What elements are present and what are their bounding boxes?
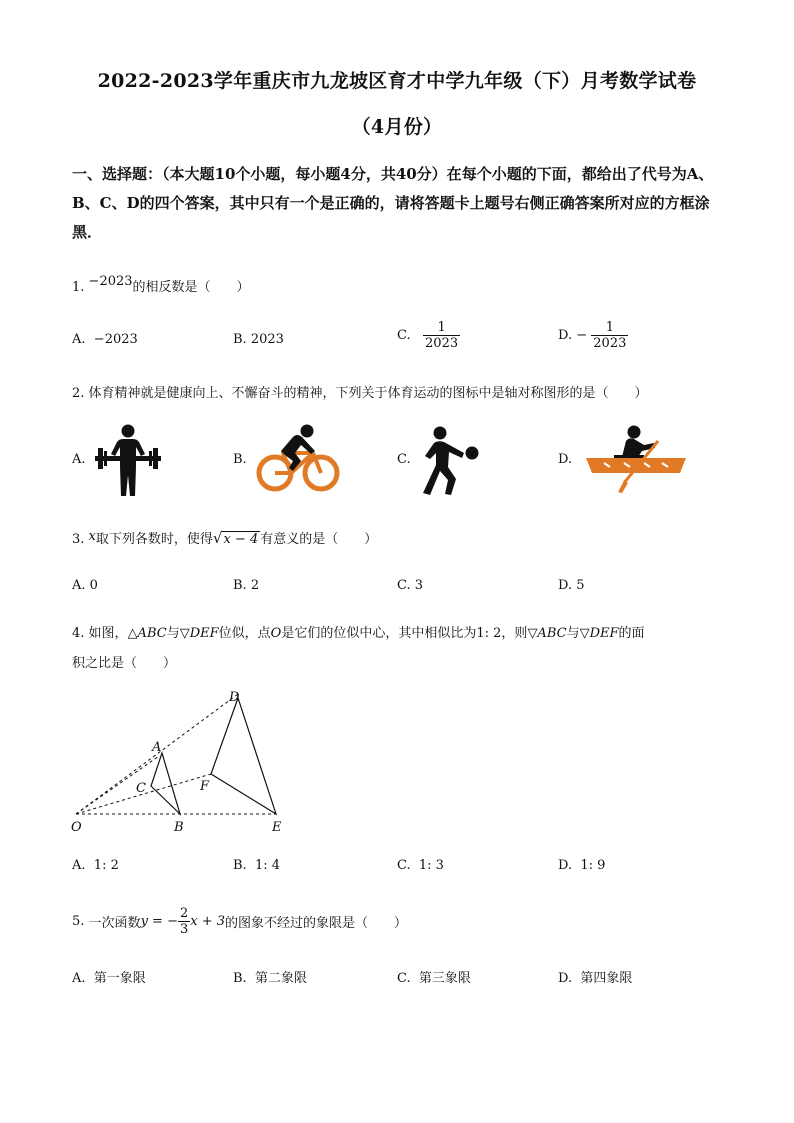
option-b[interactable] xyxy=(233,332,284,347)
option-c[interactable] xyxy=(397,967,471,986)
label-o: O xyxy=(71,820,82,835)
option-d[interactable] xyxy=(558,858,605,873)
option-a[interactable] xyxy=(72,967,146,986)
question-number: 5. xyxy=(72,914,85,929)
option-a[interactable] xyxy=(72,858,119,873)
section-heading: 一、选择题：（本大题10个小题，每小题4分，共40分）在每个小题的下面，都给出了代号为A、B、C、D的四个答案，其中只有一个是正确的，请将答题卡上题号右侧正确答案所对应的方框涂黑． xyxy=(72,165,714,241)
option-label: D. xyxy=(558,971,573,986)
question-text: 一次函数 xyxy=(88,916,141,931)
option-value: 1: 3 xyxy=(418,858,444,873)
option-label: B. xyxy=(233,578,247,593)
paper-title: 2022-2023学年重庆市九龙坡区育才中学九年级（下）月考数学试卷 xyxy=(97,70,697,92)
option-value: 第三象限 xyxy=(418,971,471,986)
option-label: C. xyxy=(397,328,411,343)
volleyball-icon[interactable] xyxy=(418,425,480,497)
question-number: 1. xyxy=(72,280,85,295)
option-b[interactable] xyxy=(233,967,307,986)
label-b: B xyxy=(174,820,184,835)
option-value: 1: 4 xyxy=(254,858,281,873)
option-value: 2023 xyxy=(250,332,284,347)
radicand: x − 4 xyxy=(223,532,259,547)
label-c: C xyxy=(136,781,146,796)
question-4-line2: 积之比是（ ） xyxy=(72,656,177,671)
question-number: 3. xyxy=(72,532,85,547)
option-value: −2023 xyxy=(93,332,138,347)
option-value: 1: 9 xyxy=(580,858,606,873)
option-label-b: B. xyxy=(233,452,247,467)
question-text: 体育精神就是健康向上、不懈奋斗的精神，下列关于体育运动的图标中是轴对称图形的是（ ） xyxy=(88,386,648,401)
question-text-tail: 有意义的是（ ） xyxy=(260,532,378,547)
option-label: C. xyxy=(397,858,411,873)
sqrt-sign: √ xyxy=(212,529,223,547)
fraction: $\frac{1}{2023}$ xyxy=(425,320,459,351)
label-a: A xyxy=(152,740,162,755)
rowing-icon[interactable] xyxy=(584,425,688,495)
option-label: B. xyxy=(233,858,247,873)
paper-subtitle: （4月份） xyxy=(351,116,443,138)
option-label-c: C. xyxy=(397,452,411,467)
option-label: D. xyxy=(558,858,573,873)
option-c[interactable] xyxy=(397,578,423,593)
option-b[interactable] xyxy=(233,858,280,873)
question-text-tail: 的图象不经过的象限是（ ） xyxy=(225,916,408,931)
cycling-icon[interactable] xyxy=(255,423,341,493)
question-1 xyxy=(72,276,250,295)
option-b[interactable] xyxy=(233,578,259,593)
label-e: E xyxy=(272,820,282,835)
question-text: 取下列各数时，使得 xyxy=(95,532,213,547)
option-label-a: A. xyxy=(72,452,86,467)
label-d: D xyxy=(229,690,240,705)
option-label: C. xyxy=(397,971,411,986)
option-a[interactable] xyxy=(72,578,98,593)
option-value: 0 xyxy=(89,578,98,593)
option-value: 3 xyxy=(414,578,424,593)
weightlifting-icon[interactable] xyxy=(95,423,161,497)
option-value: 5 xyxy=(576,578,585,593)
question-text: 的相反数是（ ） xyxy=(132,280,250,295)
option-value: 2 xyxy=(250,578,260,593)
minus-sign: − xyxy=(576,328,588,343)
option-label: A. xyxy=(72,858,86,873)
label-f: F xyxy=(200,779,210,794)
question-expression: −2023 xyxy=(88,274,133,289)
option-a[interactable] xyxy=(72,332,138,347)
option-label: B. xyxy=(233,332,247,347)
option-label: B. xyxy=(233,971,247,986)
option-label: A. xyxy=(72,578,86,593)
option-value: 第四象限 xyxy=(580,971,633,986)
question-5 xyxy=(72,906,407,937)
option-label: A. xyxy=(72,332,86,347)
option-value: 第二象限 xyxy=(254,971,307,986)
option-d[interactable] xyxy=(558,578,585,593)
option-label: D. xyxy=(558,578,573,593)
option-label-d: D. xyxy=(558,452,573,467)
option-label: D. xyxy=(558,328,573,343)
expression-tail: x + 3 xyxy=(190,914,226,929)
question-2 xyxy=(72,382,648,401)
similar-triangles-figure xyxy=(66,686,296,838)
option-c[interactable] xyxy=(397,320,460,351)
variable-x: x xyxy=(88,529,96,544)
question-3 xyxy=(72,528,377,547)
option-c[interactable] xyxy=(397,858,444,873)
fraction: $\frac{2}{3}$ xyxy=(179,906,189,937)
option-label: C. xyxy=(397,578,411,593)
option-label: A. xyxy=(72,971,86,986)
fraction: $\frac{1}{2023}$ xyxy=(593,320,627,351)
option-value: 第一象限 xyxy=(93,971,146,986)
variable-y: y xyxy=(140,914,148,929)
question-number: 4. xyxy=(72,626,85,641)
option-d[interactable] xyxy=(558,320,628,351)
question-number: 2. xyxy=(72,386,85,401)
question-4: 4. 如图，△ABC与▽DEF位似，点O是它们的位似中心，其中相似比为1: 2，则▽ABC与▽DEF的面 xyxy=(72,626,645,641)
option-value: 1: 2 xyxy=(93,858,119,873)
equals-minus: = − xyxy=(147,914,178,929)
option-d[interactable] xyxy=(558,967,632,986)
